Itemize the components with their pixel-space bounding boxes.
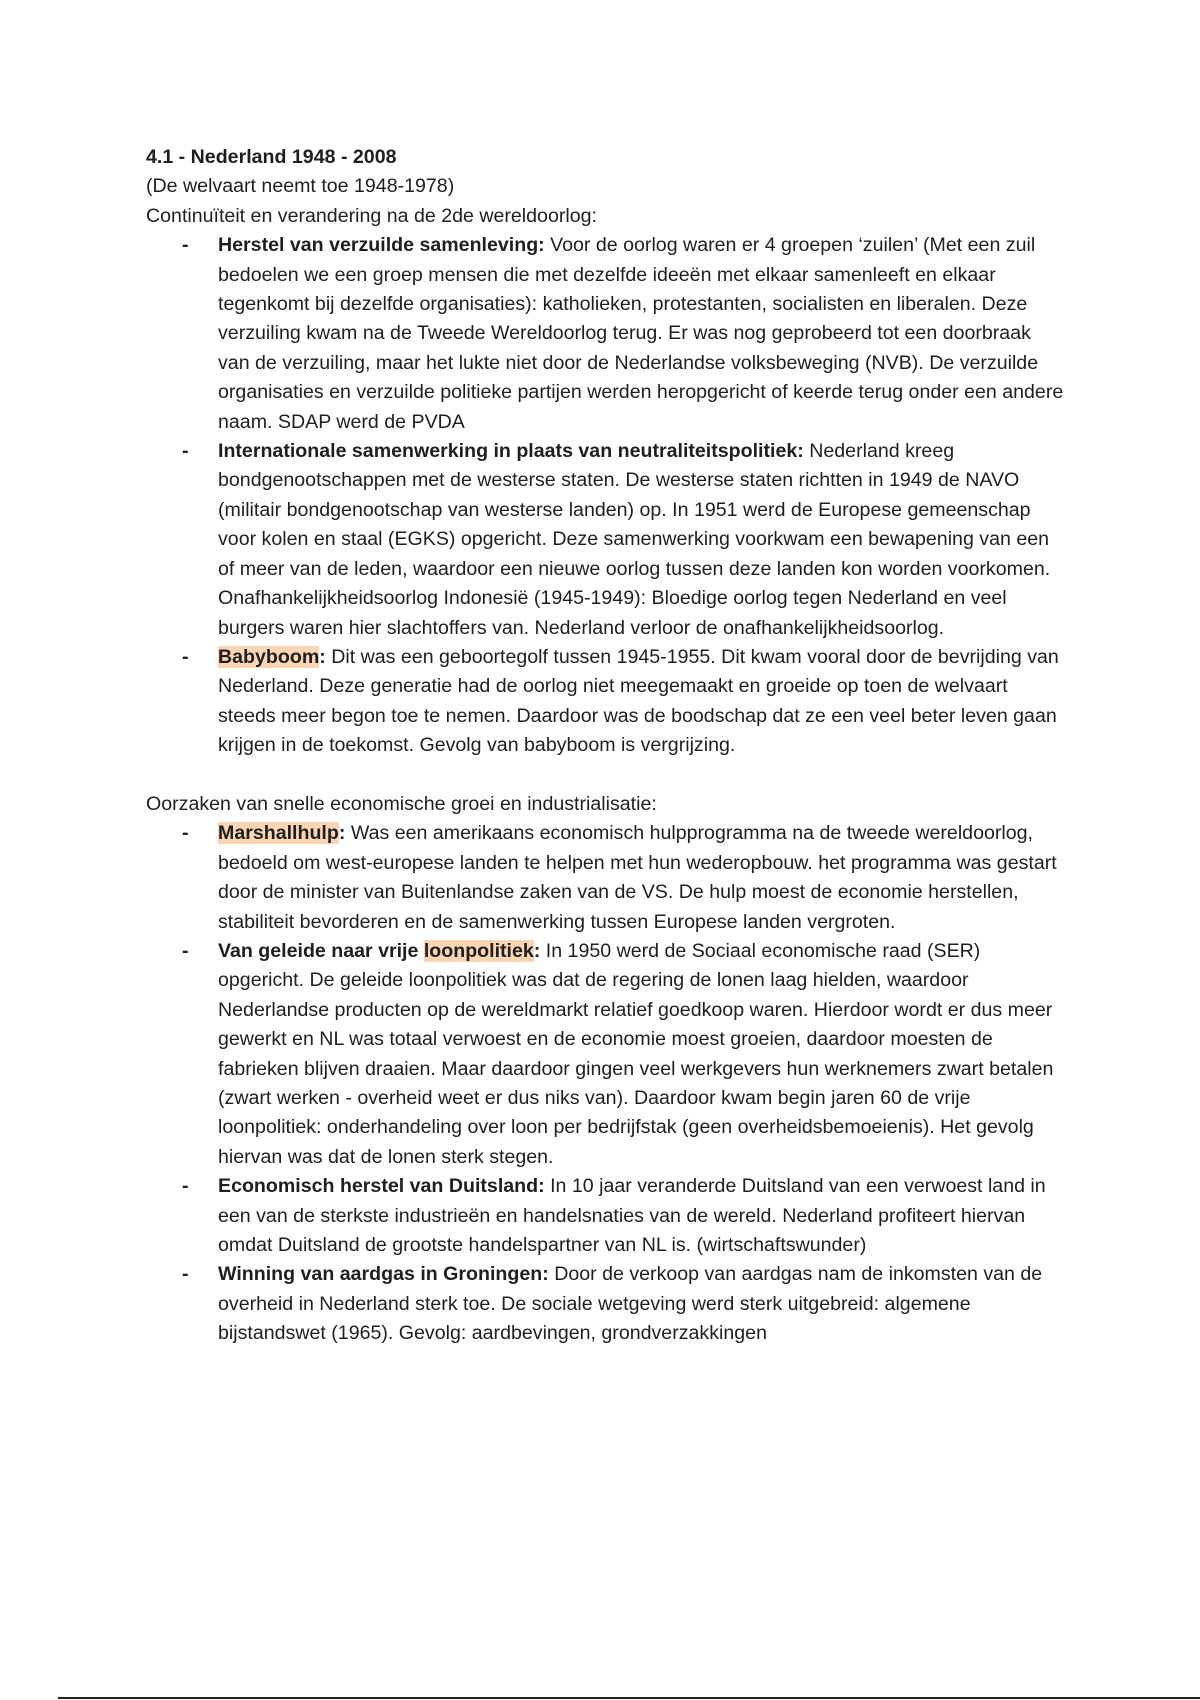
list-item	[146, 643, 1066, 761]
term-label: Economisch herstel van Duitsland:	[218, 1175, 545, 1198]
term-label: Winning van aardgas in Groningen:	[218, 1263, 549, 1286]
highlighted-term: Marshallhulp	[218, 822, 339, 845]
item-text: In 10 jaar veranderde Duitsland van een verwoest land in een van de sterkste industrieën en handelsnaties van de wereld. Nederland profiteert hiervan omdat Duitsland de grootste handelspartner van NL is. (wirtschaftswunder)	[218, 1175, 1046, 1257]
list-item	[146, 1260, 1066, 1348]
item-text: Voor de oorlog waren er 4 groepen ‘zuilen’ (Met een zuil bedoelen we een groep mensen die met dezelfde ideeën met elkaar samenleeft en elkaar tegenkomt bij dezelfde organisaties): katholieken, protestanten, socialisten en liberalen. Deze verzuiling kwam na de Tweede Wereldoorlog terug. Er was nog geprobeerd tot een doorbraak van de verzuiling, maar het lukte niet door de Nederlandse volksbeweging (NVB). De verzuilde organisaties en verzuilde politieke partijen werden heropgericht of keerde terug onder een andere naam. SDAP werd de PVDA	[218, 234, 1064, 433]
bullet-dash: -	[182, 1175, 189, 1198]
item-text: Door de verkoop van aardgas nam de inkomsten van de overheid in Nederland sterk toe. De sociale wetgeving werd sterk uitgebreid: algemene bijstandswet (1965). Gevolg: aardbevingen, grondverzakkingen	[218, 1263, 1043, 1345]
item-text: In 1950 werd de Sociaal economische raad (SER) opgericht. De geleide loonpolitiek was dat de regering de lonen laag hielden, waardoor Nederlandse producten op de wereldmarkt relatief goedkoop waren. Hierdoor wordt er dus meer gewerkt en NL was totaal verwoest en de economie moest groeien, daardoor moesten de fabrieken blijven draaien. Maar daardoor gingen veel werkgevers hun werknemers zwart betalen (zwart werken - overheid weet er dus niks van). Daardoor kwam begin jaren 60 de vrije loonpolitiek: onderhandeling over loon per bedrijfstak (geen overheidsbemoeienis). Het gevolg hiervan was dat de lonen sterk stegen.	[218, 939, 1054, 1168]
term-label: Internationale samenwerking in plaats van neutraliteitspolitiek:	[218, 440, 804, 463]
bullet-dash: -	[182, 234, 189, 257]
document-page	[146, 143, 1066, 1349]
item-text: Dit was een geboortegolf tussen 1945-1955. Dit kwam vooral door de bevrijding van Nederland. Deze generatie had de oorlog niet meegemaakt en groeide op toen de welvaart steeds meer begon toe te nemen. Daardoor was de boodschap dat ze een veel beter leven gaan krijgen in de toekomst. Gevolg van babyboom is vergrijzing.	[218, 645, 1059, 757]
item-extra-text: Onafhankelijkheidsoorlog Indonesië (1945-1949): Bloedige oorlog tegen Nederland en veel burgers waren hier slachtoffers van. Nederland verloor de onafhankelijkheidsoorlog.	[218, 587, 1007, 639]
page-title: 4.1 - Nederland 1948 - 2008	[146, 146, 397, 168]
page-subtitle: (De welvaart neemt toe 1948-1978)	[146, 175, 455, 198]
term-suffix: :	[533, 939, 541, 962]
item-text: Nederland kreeg bondgenootschappen met de westerse staten. De westerse staten richtten in 1949 de NAVO (militair bondgenootschap van westerse landen) op. In 1951 werd de Europese gemeenschap voor kolen en staal (EGKS) opgericht. Deze samenwerking voorkwam een bewapening van een of meer van de leden, waardoor een nieuwe oorlog tussen deze landen kon worden voorkomen.	[218, 440, 1051, 580]
list-item	[146, 1172, 1066, 1260]
highlighted-term: Babyboom	[218, 645, 320, 668]
term-suffix: :	[319, 645, 326, 668]
list-item	[146, 819, 1066, 937]
list-item	[146, 937, 1066, 1172]
term-label: Herstel van verzuilde samenleving:	[218, 234, 545, 257]
bullet-dash: -	[182, 939, 189, 962]
highlighted-term: loonpolitiek	[423, 939, 534, 962]
bullet-dash: -	[182, 440, 189, 463]
term-suffix: :	[338, 822, 346, 845]
list-item	[146, 231, 1066, 437]
list-item	[146, 437, 1066, 643]
section-spacer	[146, 761, 1066, 790]
term-prefix: Van geleide naar vrije	[218, 939, 424, 962]
bullet-dash: -	[182, 822, 189, 845]
section-heading-growth: Oorzaken van snelle economische groei en industrialisatie:	[146, 792, 657, 815]
bullet-list-growth	[146, 819, 1066, 1348]
section-heading-continuity: Continuïteit en verandering na de 2de wereldoorlog:	[146, 204, 597, 227]
page-footer-rule	[58, 1697, 1200, 1699]
item-text: Was een amerikaans economisch hulpprogramma na de tweede wereldoorlog, bedoeld om west-europese landen te helpen met hun wederopbouw. het programma was gestart door de minister van Buitenlandse zaken van de VS. De hulp moest de economie herstellen, stabiliteit bevorderen en de samenwerking tussen Europese landen vergroten.	[218, 822, 1057, 933]
bullet-dash: -	[182, 1263, 189, 1286]
bullet-list-continuity	[146, 231, 1066, 760]
bullet-dash: -	[182, 645, 189, 668]
